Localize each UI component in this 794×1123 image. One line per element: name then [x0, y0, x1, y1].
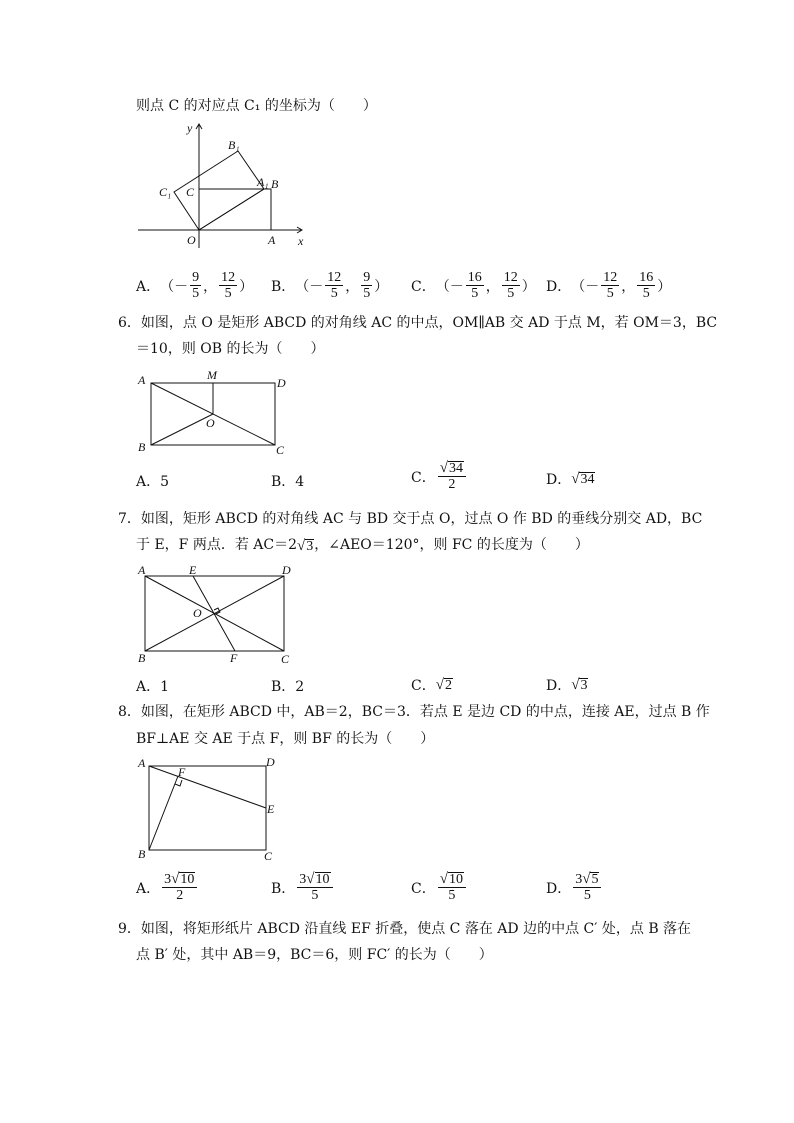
- denominator: 5: [471, 286, 479, 301]
- fraction: [190, 270, 201, 301]
- fraction: [162, 872, 197, 903]
- q6-stem-line1: 6．如图，点 O 是矩形 ABCD 的对角线 AC 的中点，OM∥AB 交 AD 于点 M，若 OM＝3，BC: [118, 315, 718, 331]
- label-D: D: [266, 755, 275, 769]
- option-prefix: （－: [435, 278, 464, 295]
- denominator: 5: [448, 888, 456, 903]
- coefficient: 3: [164, 872, 172, 887]
- q6-stem-line2: ＝10，则 OB 的长为（ ）: [136, 341, 325, 357]
- sqrt: [440, 461, 464, 476]
- option-prefix: （－: [571, 278, 600, 295]
- option-prefix: （－: [160, 278, 189, 295]
- fraction: [361, 270, 372, 301]
- q8-option-b[interactable]: [271, 872, 335, 903]
- q8-option-a[interactable]: [136, 872, 199, 903]
- radicand: 3: [306, 539, 314, 554]
- option-sep: ，: [485, 278, 500, 295]
- fraction: [502, 270, 520, 301]
- label-M: M: [207, 368, 217, 382]
- label-A: A: [138, 756, 146, 770]
- radical-sign: √: [435, 676, 444, 693]
- option-letter: A．: [136, 880, 161, 897]
- label-O: O: [193, 606, 202, 620]
- label-C: C: [264, 849, 273, 863]
- option-sep: ，: [203, 278, 218, 295]
- sqrt: [571, 678, 588, 693]
- sqrt: [436, 678, 453, 693]
- option-letter: B．: [271, 880, 296, 897]
- coefficient: 3: [575, 872, 583, 887]
- label-C: C: [276, 443, 285, 457]
- fraction: [601, 270, 619, 301]
- numerator: 12: [603, 270, 618, 285]
- option-suffix: ）: [374, 278, 389, 295]
- q7-stem-line2: [136, 536, 589, 554]
- q7-option-b[interactable]: B．2: [271, 679, 305, 695]
- radicand: 34: [448, 461, 463, 476]
- numerator: [573, 872, 601, 888]
- label-D: D: [277, 376, 286, 390]
- sqrt: [306, 872, 330, 887]
- line-BO: [151, 414, 213, 445]
- radicand: 3: [580, 677, 588, 693]
- label-O: O: [187, 233, 196, 247]
- label-F: F: [178, 765, 186, 779]
- numerator: 9: [363, 270, 371, 285]
- label-B: B: [138, 847, 146, 861]
- sqrt: [440, 872, 464, 887]
- label-C: C: [186, 185, 195, 199]
- fraction: [297, 872, 332, 903]
- q7-option-d[interactable]: [546, 675, 588, 695]
- q7-stem-line2-part1: 于 E，F 两点．若 AC＝2: [136, 537, 298, 553]
- label-B: B: [138, 440, 146, 454]
- radical-sign: √: [439, 871, 448, 887]
- q6-option-c[interactable]: [411, 461, 468, 492]
- fraction: [219, 270, 237, 301]
- fraction: [438, 461, 466, 492]
- option-sep: ，: [621, 278, 636, 295]
- rect-ABCD: [149, 766, 266, 850]
- denominator: 5: [330, 286, 338, 301]
- q8-option-d[interactable]: [546, 872, 603, 903]
- fraction: [466, 270, 484, 301]
- denominator: 5: [224, 286, 232, 301]
- q5-option-b[interactable]: [271, 270, 388, 301]
- radicand: 34: [580, 471, 595, 487]
- q9-stem-line1: 9．如图，将矩形纸片 ABCD 沿直线 EF 折叠，使点 C 落在 AD 边的中点 C′ 处，点 B 落在: [118, 921, 692, 937]
- denominator: 5: [583, 888, 591, 903]
- q5-option-d[interactable]: [546, 270, 671, 301]
- q6-option-b[interactable]: B．4: [271, 474, 305, 490]
- option-letter: A．: [136, 278, 161, 295]
- denominator: 5: [363, 286, 371, 301]
- denominator: 5: [311, 888, 319, 903]
- q8-stem-line1: 8．如图，在矩形 ABCD 中，AB＝2，BC＝3．若点 E 是边 CD 的中点，连接 AE，过点 B 作: [118, 704, 710, 720]
- q8-stem-line2: BF⊥AE 交 AE 于点 F，则 BF 的长为（ ）: [136, 731, 435, 747]
- denominator: 2: [176, 888, 184, 903]
- label-F: F: [230, 651, 238, 665]
- option-prefix: （－: [295, 278, 324, 295]
- fraction: [325, 270, 343, 301]
- fraction: [637, 270, 655, 301]
- radical-sign: √: [171, 871, 180, 887]
- label-y: y: [187, 121, 193, 135]
- q7-stem-line2-part2: ，∠AEO＝120°，则 FC 的长度为（ ）: [314, 537, 589, 553]
- option-letter: B．: [271, 278, 296, 295]
- option-suffix: ）: [239, 278, 254, 295]
- radical-sign: √: [571, 676, 580, 693]
- numerator: 16: [467, 270, 482, 285]
- radical-sign: √: [306, 871, 315, 887]
- denominator: 5: [192, 286, 200, 301]
- numerator: [438, 461, 466, 477]
- fraction: [573, 872, 601, 903]
- q8-option-c[interactable]: [411, 872, 468, 903]
- denominator: 2: [448, 477, 456, 492]
- sqrt: [582, 872, 599, 887]
- q5-option-a[interactable]: [136, 270, 253, 301]
- option-suffix: ）: [657, 278, 672, 295]
- label-B: B: [138, 651, 146, 665]
- numerator: [297, 872, 332, 888]
- sqrt: [297, 539, 314, 554]
- numerator: [438, 872, 466, 888]
- q6-figure: [136, 366, 306, 456]
- q8-figure: [134, 754, 294, 866]
- radical-sign: √: [582, 871, 591, 887]
- option-letter: D．: [546, 880, 572, 897]
- label-B1: B₁: [228, 138, 240, 152]
- q9-stem-line2: 点 B′ 处，其中 AB＝9，BC＝6，则 FC′ 的长为（ ）: [136, 947, 493, 963]
- rect-OABC: [199, 189, 271, 230]
- numerator: [162, 872, 197, 888]
- coefficient: 3: [299, 872, 307, 887]
- numerator: 12: [327, 270, 342, 285]
- fraction: [438, 872, 466, 903]
- option-sep: ，: [345, 278, 360, 295]
- sqrt: [171, 872, 195, 887]
- label-x: x: [298, 234, 304, 248]
- q7-stem-line1: 7．如图，矩形 ABCD 的对角线 AC 与 BD 交于点 O，过点 O 作 BD 的垂线分别交 AD，BC: [118, 511, 703, 527]
- denominator: 5: [507, 286, 515, 301]
- numerator: 16: [639, 270, 654, 285]
- label-A: A: [138, 563, 146, 577]
- radicand: 2: [444, 677, 452, 693]
- numerator: 9: [192, 270, 200, 285]
- option-letter: C．: [411, 880, 436, 897]
- q6-option-d[interactable]: [546, 469, 595, 489]
- label-E: E: [267, 802, 275, 816]
- q7-option-c[interactable]: [411, 675, 453, 695]
- q5-option-c[interactable]: [411, 270, 536, 301]
- radical-sign: √: [571, 470, 580, 487]
- q5-stem: 则点 C 的对应点 C₁ 的坐标为（ ）: [136, 98, 377, 114]
- denominator: 5: [606, 286, 614, 301]
- sqrt: [571, 472, 595, 487]
- option-letter: C．: [411, 278, 436, 295]
- label-B: B: [271, 177, 279, 191]
- radical-sign: √: [297, 538, 306, 554]
- q7-option-a[interactable]: A．1: [136, 679, 170, 695]
- option-letter: D．: [546, 278, 572, 295]
- q6-option-a[interactable]: A．5: [136, 474, 170, 490]
- radicand: 10: [180, 872, 195, 887]
- label-C: C: [281, 652, 290, 666]
- line-BF: [149, 776, 178, 850]
- q5-figure: [130, 118, 320, 253]
- radicand: 10: [448, 872, 463, 887]
- option-letter: D．: [546, 472, 572, 488]
- radicand: 5: [591, 872, 599, 887]
- label-A: A: [138, 373, 146, 387]
- label-E: E: [189, 563, 197, 577]
- line-AE: [149, 766, 266, 808]
- label-A1: A₁: [257, 175, 269, 189]
- option-suffix: ）: [521, 278, 536, 295]
- radical-sign: √: [439, 460, 448, 476]
- numerator: 12: [503, 270, 518, 285]
- q7-figure: [134, 561, 304, 667]
- radicand: 10: [315, 872, 330, 887]
- denominator: 5: [642, 286, 650, 301]
- label-D: D: [282, 563, 291, 577]
- option-letter: C．: [411, 469, 436, 486]
- label-O: O: [206, 416, 215, 430]
- option-letter: C．: [411, 678, 436, 694]
- label-A: A: [268, 233, 276, 247]
- option-letter: D．: [546, 678, 572, 694]
- numerator: 12: [221, 270, 236, 285]
- label-C1: C₁: [159, 185, 172, 199]
